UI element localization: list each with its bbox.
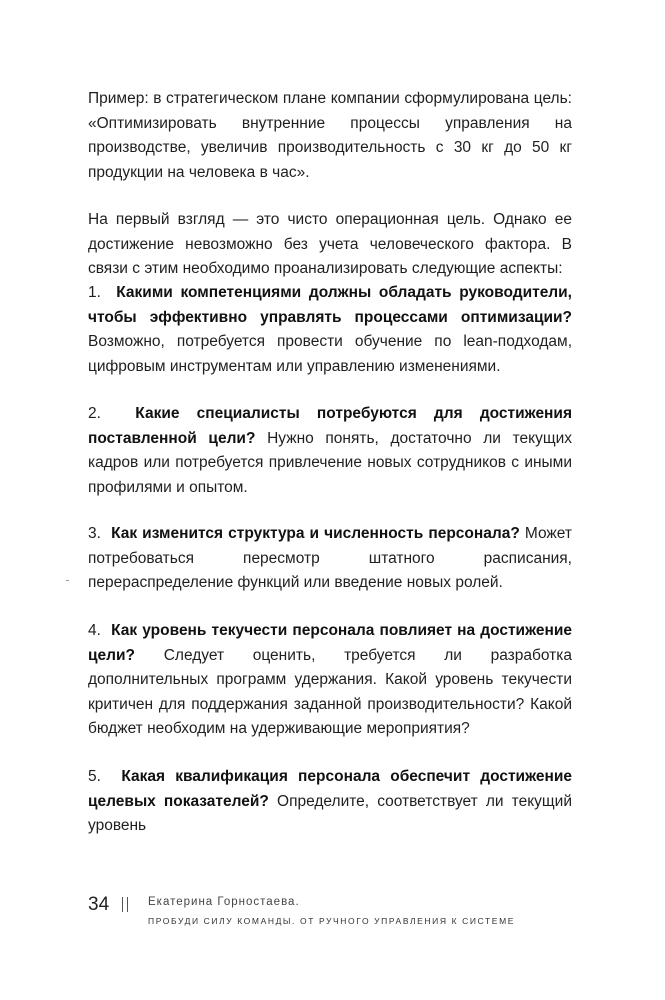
page-number: 34 bbox=[88, 894, 110, 915]
question-explanation: Может потребоваться пересмотр штатного расписания, перераспределение функций или введение новых ролей. bbox=[88, 525, 572, 591]
question-number: 4. bbox=[88, 622, 101, 639]
example-paragraph: Пример: в стратегическом плане компании сформулирована цель: «Оптимизировать внутренние процессы управления на производстве, увеличив производительность с 30 кг до 50 кг продукции на человека в час». bbox=[88, 90, 572, 181]
question-number: 3. bbox=[88, 525, 101, 542]
footer-divider bbox=[122, 897, 123, 912]
question-text: Какими компетенциями должны обладать руководители, чтобы эффективно управлять процессами оптимизации? bbox=[88, 284, 572, 326]
book-title: ПРОБУДИ СИЛУ КОМАНДЫ. ОТ РУЧНОГО УПРАВЛЕНИЯ К СИСТЕМЕ bbox=[148, 916, 516, 926]
question-item-5 bbox=[88, 765, 572, 839]
question-explanation: Возможно, потребуется провести обучение по lean-подходам, цифровым инструментам или управлению изменениями. bbox=[88, 333, 572, 375]
question-item-2 bbox=[88, 402, 572, 500]
question-number: 1. bbox=[88, 284, 101, 301]
question-item-4 bbox=[88, 619, 572, 742]
question-explanation: Определите, соответствует ли текущий уровень bbox=[88, 792, 572, 834]
margin-mark bbox=[66, 580, 69, 581]
intro-paragraph: На первый взгляд — это чисто операционная цель. Однако ее достижение невозможно без учета человеческого фактора. В связи с этим необходимо проанализировать следующие аспекты: bbox=[88, 211, 572, 277]
question-explanation: Нужно понять, достаточно ли текущих кадров или потребуется привлечение новых сотрудников с иными профилями и опытом. bbox=[88, 429, 572, 496]
author-name: Екатерина Горностаева. bbox=[148, 896, 300, 908]
question-number: 2. bbox=[88, 405, 101, 422]
question-text: Как уровень текучести персонала повлияет на достижение цели? bbox=[88, 622, 572, 664]
question-explanation: Следует оценить, требуется ли разработка дополнительных программ удержания. Какой уровень текучести критичен для поддержания заданной производительности? Какой бюджет необходим на удерживающие мероприятия? bbox=[88, 646, 573, 737]
question-item-1 bbox=[88, 281, 572, 379]
question-item-3 bbox=[88, 522, 572, 596]
page-footer bbox=[88, 894, 588, 934]
footer-divider bbox=[127, 897, 128, 912]
question-text: Какая квалификация персонала обеспечит достижение целевых показателей? bbox=[88, 768, 572, 810]
question-text: Как изменится структура и численность персонала? bbox=[111, 525, 520, 542]
question-text: Какие специалисты потребуются для достижения поставленной цели? bbox=[88, 405, 572, 447]
question-number: 5. bbox=[88, 768, 101, 785]
